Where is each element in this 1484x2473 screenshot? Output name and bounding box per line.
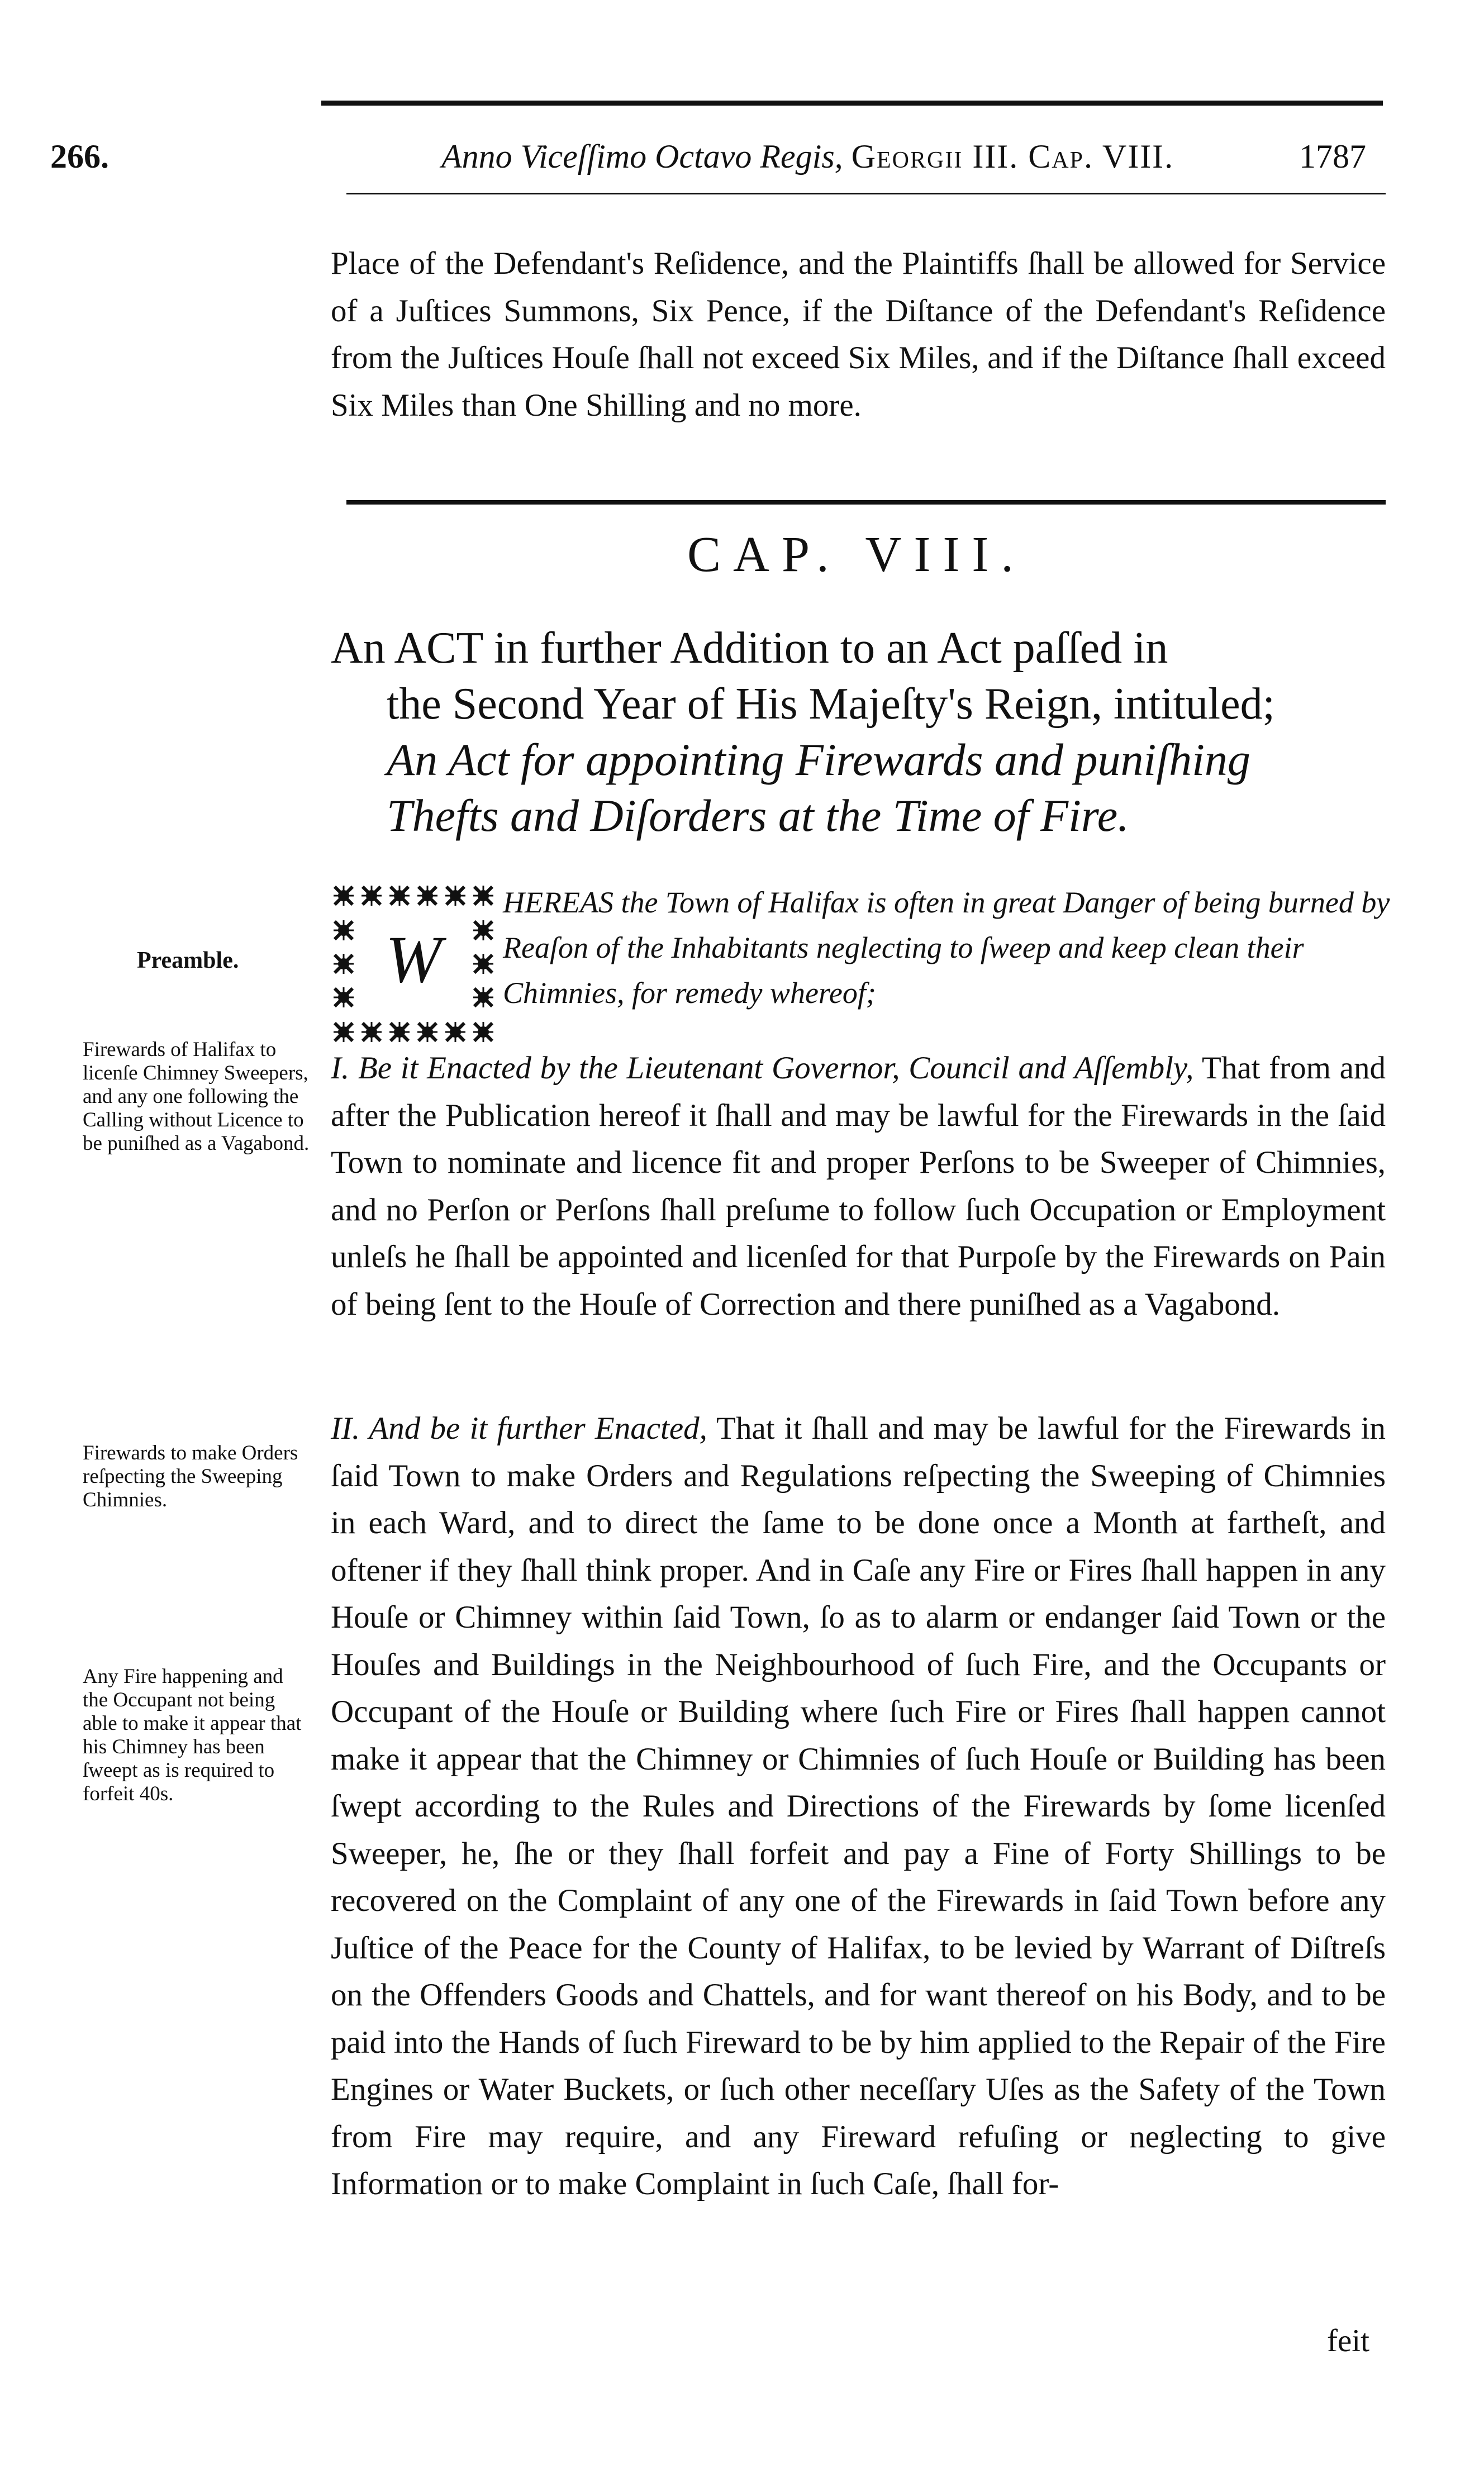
running-year: 1787 [1299,138,1366,175]
section-2 [331,1405,1386,2208]
ornament-border-top [334,886,493,906]
section-1 [331,1045,1386,1328]
preamble-text: HEREAS the Town of Halifax is often in great Danger of being burned by Reaſon of the Inhabitants neglecting to ſweep and keep clean their Chimnies, for remedy whereof; [503,886,1390,1010]
act-title [331,620,1392,844]
ornament-border-bottom [334,1022,493,1042]
page-number: 266. [50,138,109,175]
section-1-lead: I. Be it Enacted by the Lieutenant Governor, Council and Aſſembly, [331,1050,1194,1086]
section-1-text: That from and after the Publication hereof it ſhall and may be lawful for the Firewards in the ſaid Town to nominate and licence fit and proper Perſons to be Sweeper of Chimnies, and no Perſon or Perſons ſhall preſume to follow ſuch Occupation or Employment unleſs he ſhall be appointed and licenſed for that Purpoſe by the Firewards on Pain of being ſent to the Houſe of Correction and there puniſhed as a Vagabond. [331,1050,1386,1322]
side-note-section-1: Firewards of Halifax to licenſe Chimney Sweepers, and any one following the Calling without Licence to be puniſhed as a Vagabond. [83,1038,310,1155]
top-rule [321,101,1383,106]
running-title-chapter: Georgii III. Cap. VIII. [851,138,1174,175]
act-title-line-3: An Act for appointing Firewards and puniſhing [387,734,1250,785]
running-head [50,134,1391,179]
side-note-section-2: Firewards to make Orders reſpecting the Sweeping Chimnies. [83,1442,298,1511]
act-title-line-2: the Second Year of His Majeſty's Reign, intituled; [387,679,1275,729]
side-note-preamble: Preamble. [137,948,239,973]
running-title [441,134,1174,179]
ornament-initial-letter: W [386,922,441,996]
section-2-lead: II. And be it further Enacted, [331,1411,707,1446]
act-title-line-4: Thefts and Diſorders at the Time of Fire. [387,790,1129,841]
side-note-fire-forfeit: Any Fire happening and the Occupant not being able to make it appear that his Chimney has been ſweept as is required to forfeit 40s. [83,1665,302,1805]
act-title-line-1: An ACT in further Addition to an Act paſſed in [331,624,1168,673]
continued-paragraph: Place of the Defendant's Reſidence, and the Plaintiffs ſhall be allowed for Service of a Juſtices Summons, Six Pence, if the Diſtance of the Defendant's Reſidence from the Juſtices Houſe ſhall not exceed Six Miles, and if the Diſtance ſhall exceed Six Miles than One Shilling and no more. [331,246,1386,423]
running-title-italic: Anno Viceſſimo Octavo Regis, [441,138,843,175]
chapter-rule [346,500,1386,505]
header-rule [346,193,1386,194]
chapter-heading: CAP. VIII. [687,527,1026,582]
catchword: feit [1327,2323,1369,2358]
section-2-text: That it ſhall and may be lawful for the Firewards in ſaid Town to make Orders and Regulations reſpecting the Sweeping of Chimnies in each Ward, and to direct the ſame to be done once a Month at fartheſt, and oftener if they ſhall think proper. And in Caſe any Fire or Fires ſhall happen in any Houſe or Chimney within ſaid Town, ſo as to alarm or endanger ſaid Town or the Houſes and Buildings in the Neighbourhood of ſuch Fire, and the Occupants or Occupant of the Houſe or Building where ſuch Fire or Fires ſhall happen cannot make it appear that the Chimney or Chimnies of ſuch Houſe or Building has been ſwept according to the Rules and Directions of the Firewards by ſome licenſed Sweeper, he, ſhe or they ſhall forfeit and pay a Fine of Forty Shillings to be recovered on the Complaint of any one of the Firewards in ſaid Town before any Juſtice of the Peace for the County of Halifax, to be levied by Warrant of Diſtreſs on the Offenders Goods and Chattels, and for want thereof on his Body, and to be paid into the Hands of ſuch Fireward to be by him applied to the Repair of the Fire Engines or Water Buckets, or ſuch other neceſſary Uſes as the Safety of the Town from Fire may require, and any Fireward refuſing or neglecting to give Information or to make Complaint in ſuch Caſe, ſhall for- [331,1411,1386,2201]
